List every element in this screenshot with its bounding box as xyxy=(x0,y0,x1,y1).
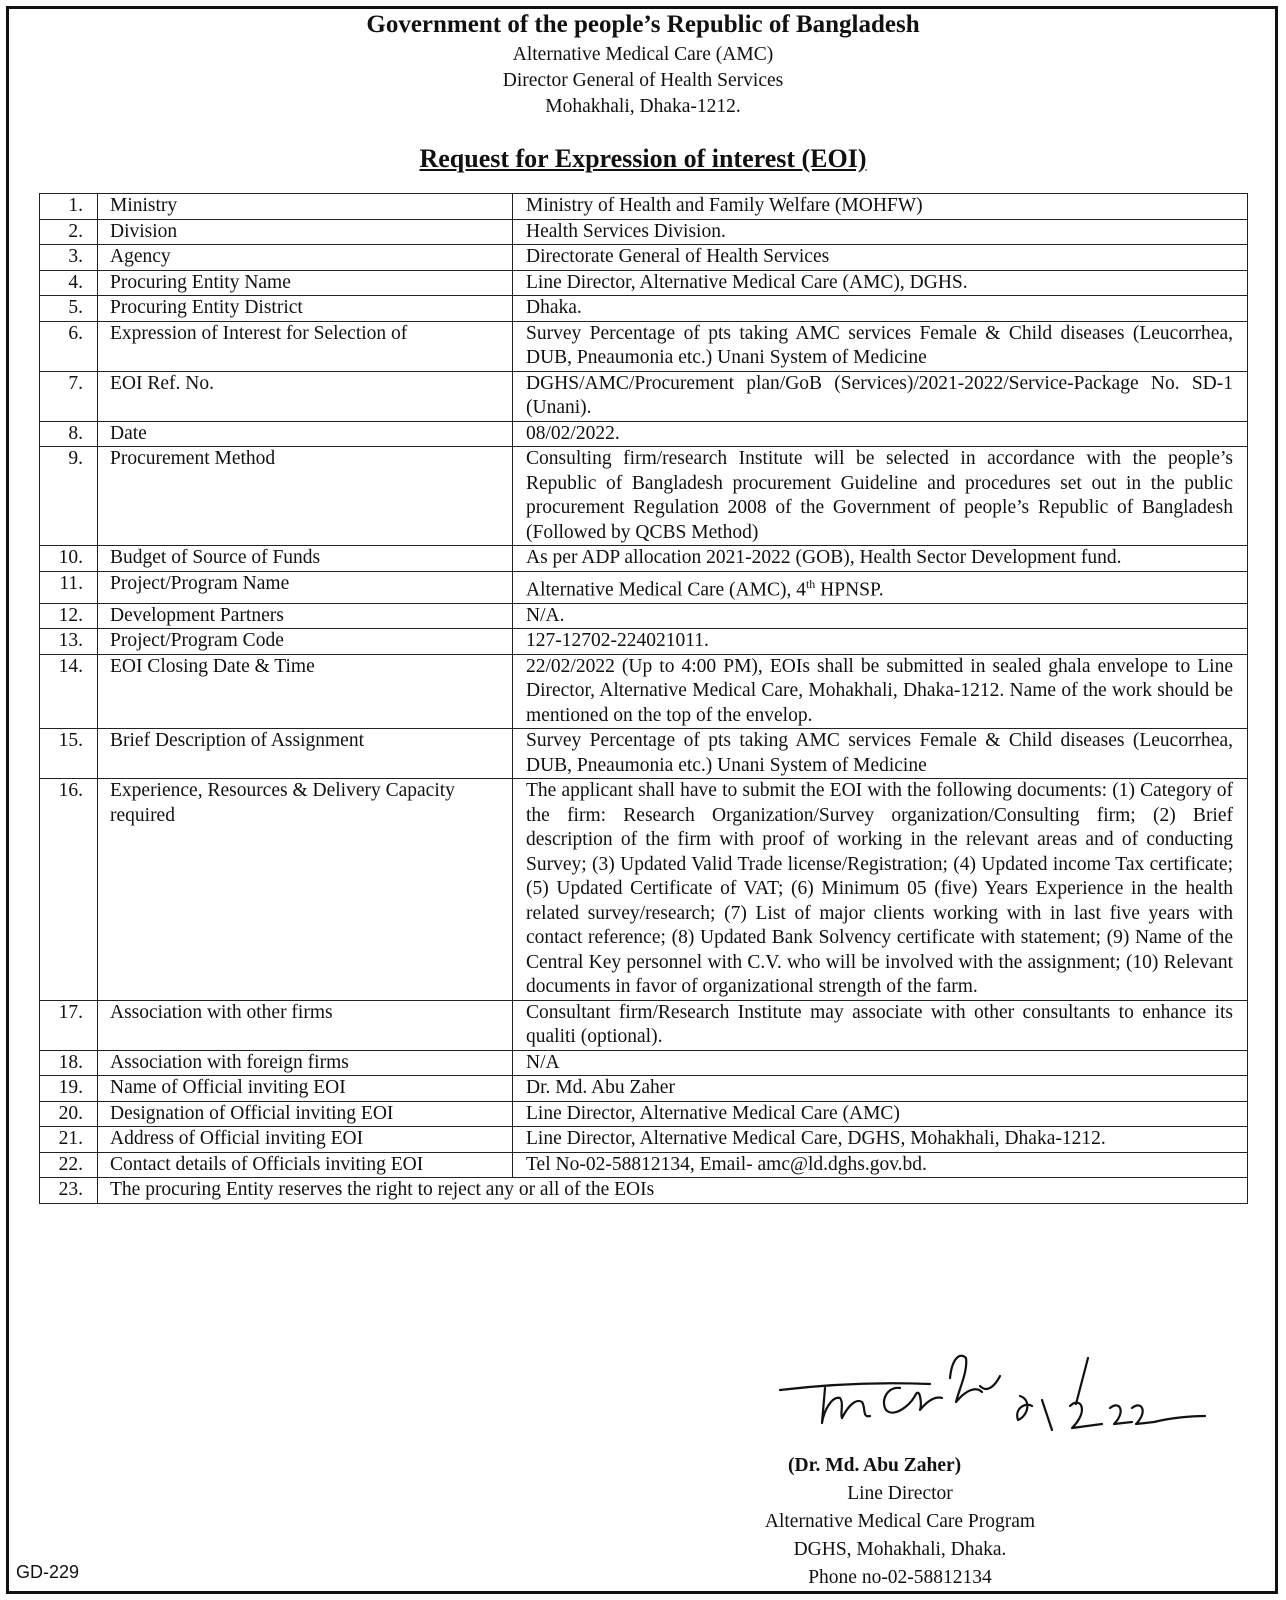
row-value: As per ADP allocation 2021-2022 (GOB), Health Sector Development fund. xyxy=(513,546,1248,572)
row-value: 08/02/2022. xyxy=(513,421,1248,447)
table-row xyxy=(40,296,1248,322)
office-name: Alternative Medical Care (AMC) xyxy=(512,44,774,65)
row-number: 3. xyxy=(40,245,98,271)
row-number: 1. xyxy=(40,194,98,220)
row-value-text: Alternative Medical Care (AMC), 4 xyxy=(526,579,806,600)
row-value: Line Director, Alternative Medical Care (AMC), DGHS. xyxy=(513,270,1248,296)
table-row xyxy=(40,270,1248,296)
table-row xyxy=(40,1050,1248,1076)
row-number: 11. xyxy=(40,571,98,603)
table-row xyxy=(40,1101,1248,1127)
document-code: GD-229 xyxy=(16,1562,80,1582)
row-number: 9. xyxy=(40,447,98,546)
row-value: 22/02/2022 (Up to 4:00 PM), EOIs shall be submitted in sealed ghala envelope to Line Director, Alternative Medical Care, Mohakhali, Dhaka-1212. Name of the work should be mentioned on the top of the envelop. xyxy=(513,654,1248,729)
row-label: Contact details of Officials inviting EOI xyxy=(98,1152,513,1178)
row-label: Ministry xyxy=(98,194,513,220)
row-value: Tel No-02-58812134, Email- amc@ld.dghs.gov.bd. xyxy=(513,1152,1248,1178)
table-row xyxy=(40,571,1248,603)
row-label: Address of Official inviting EOI xyxy=(98,1127,513,1153)
row-value: 127-12702-224021011. xyxy=(513,629,1248,655)
row-number: 5. xyxy=(40,296,98,322)
table-row xyxy=(40,421,1248,447)
table-row xyxy=(40,1076,1248,1102)
table-row-final xyxy=(40,1178,1248,1204)
row-label: Date xyxy=(98,421,513,447)
table-row xyxy=(40,629,1248,655)
row-number: 7. xyxy=(40,371,98,421)
row-value: N/A. xyxy=(513,603,1248,629)
row-number: 18. xyxy=(40,1050,98,1076)
row-number: 13. xyxy=(40,629,98,655)
row-number: 8. xyxy=(40,421,98,447)
row-value: Consulting firm/research Institute will be selected in accordance with the people’s Republic of Bangladesh procurement Guideline and procedures set out in the public procurement Regulation 2008 of the Government of people’s Republic of Bangladesh (Followed by QCBS Method) xyxy=(513,447,1248,546)
row-label: Name of Official inviting EOI xyxy=(98,1076,513,1102)
table-row xyxy=(40,194,1248,220)
row-value: Consultant firm/Research Institute may associate with other consultants to enhance its qualiti (optional). xyxy=(513,1000,1248,1050)
department-name: Director General of Health Services xyxy=(502,70,784,91)
row-number: 10. xyxy=(40,546,98,572)
row-value: DGHS/AMC/Procurement plan/GoB (Services)/2021-2022/Service-Package No. SD-1 (Unani). xyxy=(513,371,1248,421)
row-label: Procuring Entity Name xyxy=(98,270,513,296)
row-number: 4. xyxy=(40,270,98,296)
row-label: Association with other firms xyxy=(98,1000,513,1050)
table-row xyxy=(40,603,1248,629)
signatory-designation: Line Director xyxy=(847,1483,953,1504)
row-number: 12. xyxy=(40,603,98,629)
table-row xyxy=(40,729,1248,779)
row-value: Survey Percentage of pts taking AMC services Female & Child diseases (Leucorrhea, DUB, Pneaumonia etc.) Unani System of Medicine xyxy=(513,321,1248,371)
row-number: 20. xyxy=(40,1101,98,1127)
row-label: Experience, Resources & Delivery Capacity required xyxy=(98,779,513,1001)
row-label: EOI Ref. No. xyxy=(98,371,513,421)
table-row xyxy=(40,371,1248,421)
letterhead xyxy=(0,8,1286,120)
row-number: 15. xyxy=(40,729,98,779)
row-label: Expression of Interest for Selection of xyxy=(98,321,513,371)
row-label: Project/Program Name xyxy=(98,571,513,603)
table-row xyxy=(40,219,1248,245)
row-number: 6. xyxy=(40,321,98,371)
signatory-office: DGHS, Mohakhali, Dhaka. xyxy=(793,1539,1007,1560)
table-row xyxy=(40,546,1248,572)
row-label: Procurement Method xyxy=(98,447,513,546)
row-label: Procuring Entity District xyxy=(98,296,513,322)
row-value: Health Services Division. xyxy=(513,219,1248,245)
row-label: Designation of Official inviting EOI xyxy=(98,1101,513,1127)
page-title: Request for Expression of interest (EOI) xyxy=(419,144,867,173)
reservation-note: The procuring Entity reserves the right to reject any or all of the EOIs xyxy=(98,1178,1248,1204)
row-value-text-after: HPNSP. xyxy=(815,579,884,600)
table-row xyxy=(40,1127,1248,1153)
table-row xyxy=(40,1152,1248,1178)
row-label: Agency xyxy=(98,245,513,271)
row-label: Brief Description of Assignment xyxy=(98,729,513,779)
table-row xyxy=(40,321,1248,371)
row-label: Budget of Source of Funds xyxy=(98,546,513,572)
row-label: EOI Closing Date & Time xyxy=(98,654,513,729)
row-value: Line Director, Alternative Medical Care (AMC) xyxy=(513,1101,1248,1127)
row-number: 21. xyxy=(40,1127,98,1153)
row-value: Ministry of Health and Family Welfare (MOHFW) xyxy=(513,194,1248,220)
row-value: Line Director, Alternative Medical Care, DGHS, Mohakhali, Dhaka-1212. xyxy=(513,1127,1248,1153)
row-value: Dhaka. xyxy=(513,296,1248,322)
table-row xyxy=(40,779,1248,1001)
row-number: 22. xyxy=(40,1152,98,1178)
signature-image xyxy=(770,1348,1210,1443)
row-value: Survey Percentage of pts taking AMC services Female & Child diseases (Leucorrhea, DUB, Pneaumonia etc.) Unani System of Medicine xyxy=(513,729,1248,779)
table-row xyxy=(40,654,1248,729)
row-label: Development Partners xyxy=(98,603,513,629)
eoi-table xyxy=(39,193,1248,1204)
signatory-program: Alternative Medical Care Program xyxy=(764,1511,1036,1532)
office-address: Mohakhali, Dhaka-1212. xyxy=(545,96,741,117)
signatory-name: (Dr. Md. Abu Zaher) xyxy=(788,1455,962,1476)
row-number: 17. xyxy=(40,1000,98,1050)
row-number: 23. xyxy=(40,1178,98,1204)
row-value: Directorate General of Health Services xyxy=(513,245,1248,271)
row-number: 16. xyxy=(40,779,98,1001)
row-label: Division xyxy=(98,219,513,245)
table-row xyxy=(40,1000,1248,1050)
table-row xyxy=(40,447,1248,546)
row-number: 19. xyxy=(40,1076,98,1102)
row-value xyxy=(513,571,1248,603)
table-row xyxy=(40,245,1248,271)
row-label: Project/Program Code xyxy=(98,629,513,655)
row-value: Dr. Md. Abu Zaher xyxy=(513,1076,1248,1102)
government-heading: Government of the people’s Republic of Bangladesh xyxy=(366,11,920,38)
signatory-block xyxy=(690,1480,1110,1592)
row-number: 2. xyxy=(40,219,98,245)
signatory-phone: Phone no-02-58812134 xyxy=(808,1567,992,1588)
row-value-superscript: th xyxy=(805,576,816,591)
row-value: N/A xyxy=(513,1050,1248,1076)
row-label: Association with foreign firms xyxy=(98,1050,513,1076)
row-value: The applicant shall have to submit the EOI with the following documents: (1) Category of the firm: Research Organization/Survey organization/Consulting firm; (2) Brief description of the firm with proof of working in the relevant areas and of conducting Survey; (3) Updated Valid Trade license/Registration; (4) Updated income Tax certificate; (5) Updated Certificate of VAT; (6) Minimum 05 (five) Years Experience in the health related survey/research; (7) List of major clients working with in last five years with contact reference; (8) Updated Bank Solvency certificate with statement; (9) Name of the Central Key personnel with C.V. who will be involved with the assignment; (10) Relevant documents in favor of organizational strength of the farm. xyxy=(513,779,1248,1001)
row-number: 14. xyxy=(40,654,98,729)
